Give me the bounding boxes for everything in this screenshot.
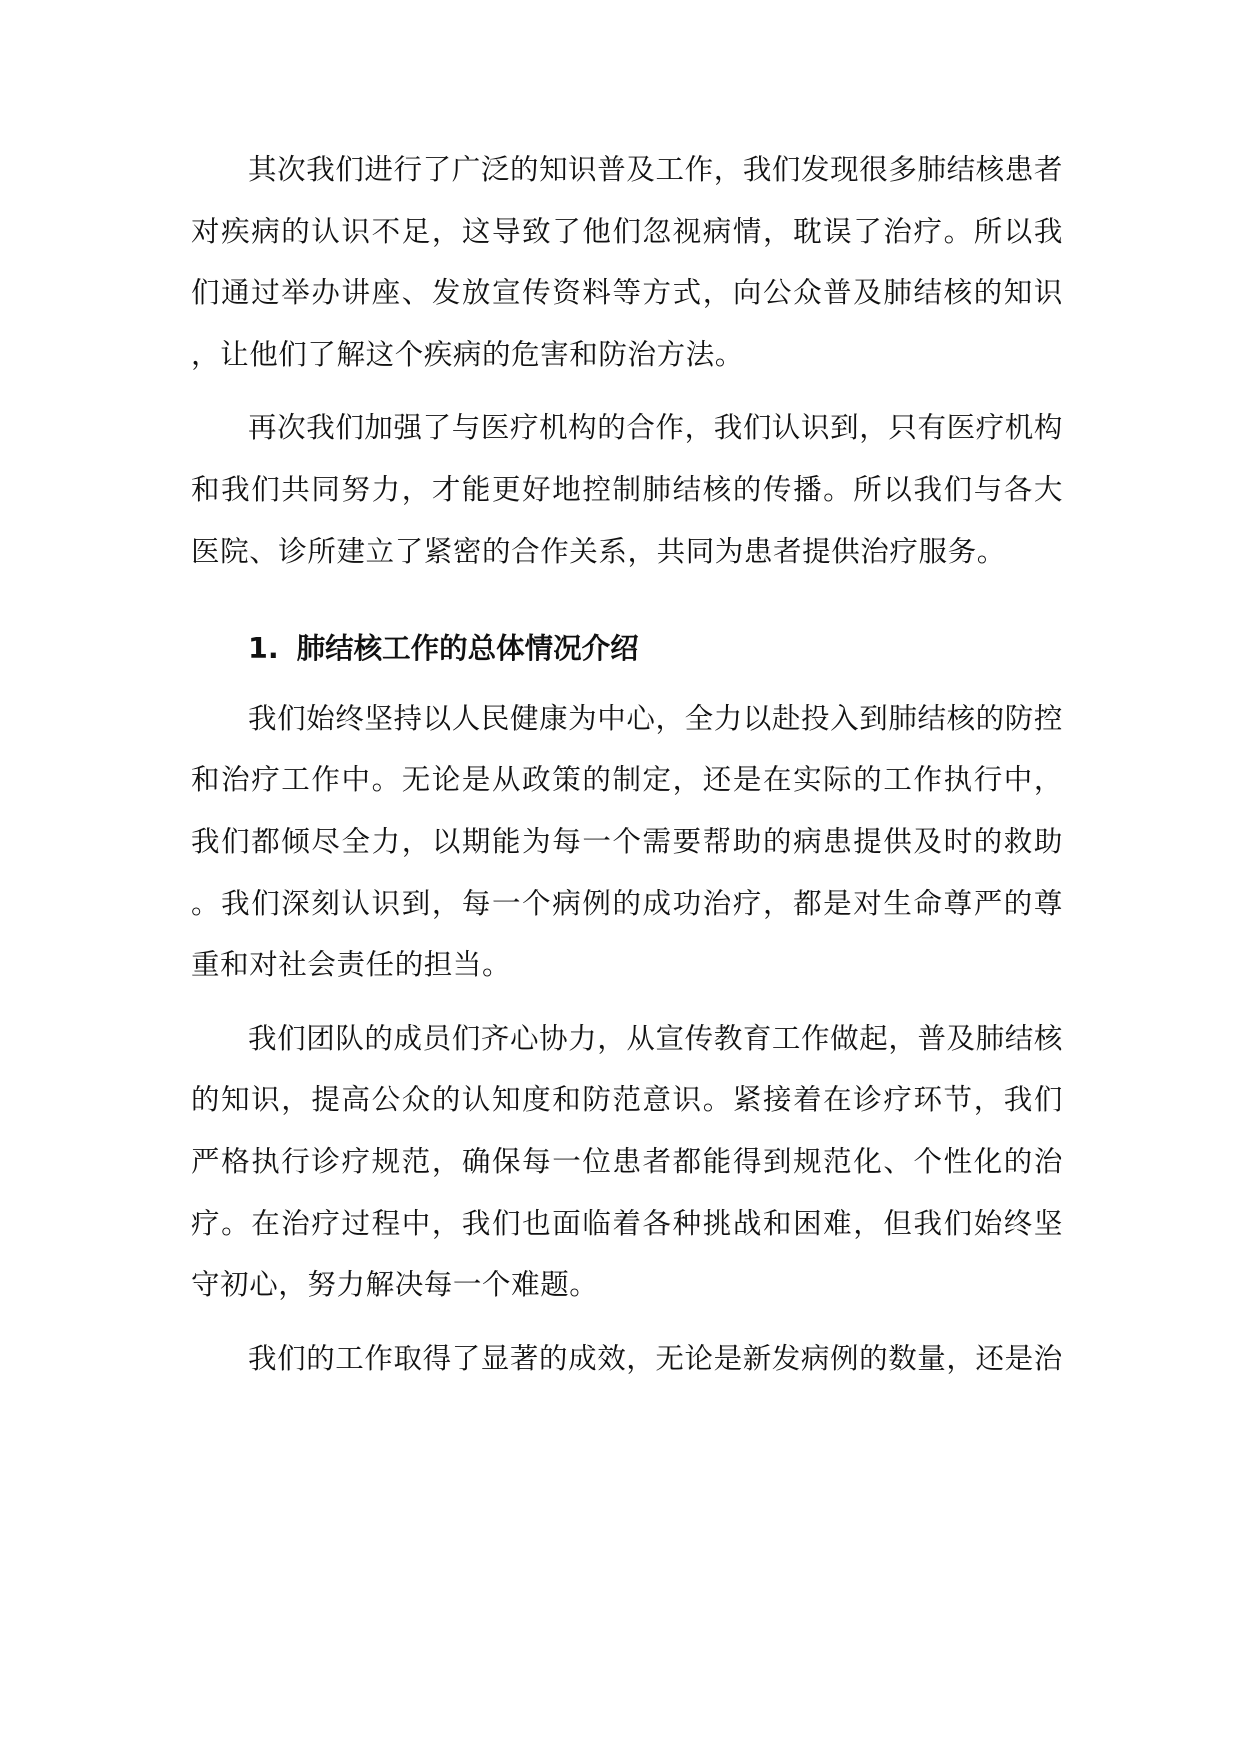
paragraph-team-effort: 我们团队的成员们齐心协力，从宣传教育工作做起，普及肺结核的知识，提高公众的认知度和防范意识。紧接着在诊疗环节，我们严格执行诊疗规范，确保每一位患者都能得到规范化、个性化的治疗。在治疗过程中，我们也面临着各种挑战和困难，但我们始终坚守初心，努力解决每一个难题。 bbox=[191, 1021, 1063, 1302]
paragraph-results: 我们的工作取得了显著的成效，无论是新发病例的数量，还是治 bbox=[248, 1341, 1063, 1375]
document-body bbox=[191, 139, 1063, 1389]
paragraph-medical-cooperation: 再次我们加强了与医疗机构的合作，我们认识到，只有医疗机构和我们共同努力，才能更好地控制肺结核的传播。所以我们与各大医院、诊所建立了紧密的合作关系，共同为患者提供治疗服务。 bbox=[191, 411, 1063, 568]
section-title: 肺结核工作的总体情况介绍 bbox=[296, 632, 639, 666]
section-heading bbox=[191, 618, 1063, 680]
section-number: 1. bbox=[248, 632, 279, 666]
paragraph-overall-commitment: 我们始终坚持以人民健康为中心，全力以赴投入到肺结核的防控和治疗工作中。无论是从政策的制定，还是在实际的工作执行中，我们都倾尽全力，以期能为每一个需要帮助的病患提供及时的救助。我们深刻认识到，每一个病例的成功治疗，都是对生命尊严的尊重和对社会责任的担当。 bbox=[191, 701, 1063, 982]
paragraph-knowledge-outreach: 其次我们进行了广泛的知识普及工作，我们发现很多肺结核患者对疾病的认识不足，这导致了他们忽视病情，耽误了治疗。所以我们通过举办讲座、发放宣传资料等方式，向公众普及肺结核的知识，让他们了解这个疾病的危害和防治方法。 bbox=[191, 153, 1063, 371]
